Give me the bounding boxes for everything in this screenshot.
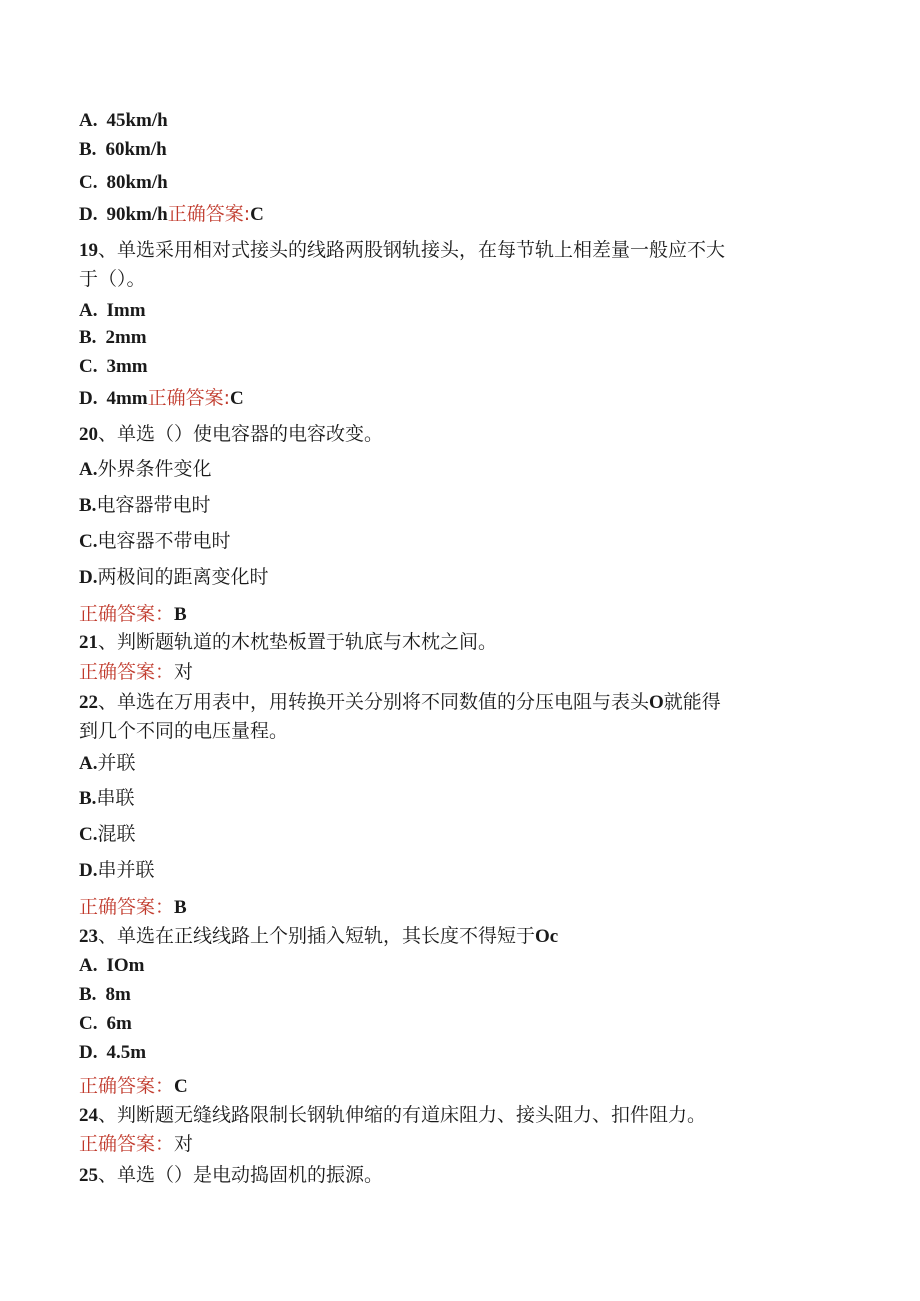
q18-option-d: D. 90km/h正确答案:C	[79, 203, 264, 225]
q20-option-d: D.两极间的距离变化时	[79, 566, 269, 588]
q21-stem: 21、判断题轨道的木枕垫板置于轨底与木枕之间。	[79, 631, 498, 653]
q22-option-c: C.混联	[79, 823, 136, 845]
q22-stem-line2: 到几个不同的电压量程。	[79, 720, 289, 742]
q20-stem: 20、单选（）使电容器的电容改变。	[79, 423, 384, 445]
q19-option-d: D. 4mm正确答案:C	[79, 387, 244, 409]
q23-option-c: C. 6m	[79, 1013, 132, 1034]
q24-stem: 24、判断题无缝线路限制长钢轨伸缩的有道床阻力、接头阻力、扣件阻力。	[79, 1104, 707, 1126]
q24-answer: 正确答案：对	[79, 1133, 194, 1155]
q23-stem: 23、单选在正线线路上个别插入短轨，其长度不得短于Oc	[79, 925, 559, 947]
q22-answer: 正确答案：B	[79, 896, 187, 918]
q18-option-b: B. 60km/h	[79, 139, 167, 160]
q22-option-d: D.串并联	[79, 859, 155, 881]
q20-option-c: C.电容器不带电时	[79, 530, 231, 552]
q22-option-b: B.串联	[79, 787, 135, 809]
q23-option-a: A. IOm	[79, 955, 145, 976]
q23-answer: 正确答案：C	[79, 1075, 188, 1097]
q23-option-d: D. 4.5m	[79, 1042, 147, 1063]
q18-option-c: C. 80km/h	[79, 172, 168, 193]
q22-stem-line1: 22、单选在万用表中，用转换开关分别将不同数值的分压电阻与表头O就能得	[79, 691, 721, 713]
q19-option-a: A. Imm	[79, 300, 146, 321]
answer-value: C	[230, 388, 244, 409]
q22-option-a: A.并联	[79, 752, 136, 774]
answer-value: C	[250, 204, 264, 225]
q18-option-a: A. 45km/h	[79, 110, 168, 131]
answer-label: 正确答案:	[147, 387, 231, 409]
q20-option-b: B.电容器带电时	[79, 494, 211, 516]
q23-option-b: B. 8m	[79, 984, 131, 1005]
q21-answer: 正确答案：对	[79, 661, 194, 683]
q25-stem: 25、单选（）是电动捣固机的振源。	[79, 1164, 384, 1186]
q19-stem-line1: 19、单选采用相对式接头的线路两股钢轨接头，在每节轨上相差量一般应不大	[79, 239, 726, 261]
q19-option-c: C. 3mm	[79, 356, 148, 377]
q20-option-a: A.外界条件变化	[79, 458, 212, 480]
q19-option-b: B. 2mm	[79, 327, 147, 348]
q20-answer: 正确答案：B	[79, 603, 187, 625]
answer-label: 正确答案:	[167, 203, 251, 225]
q19-stem-line2: 于（）。	[79, 268, 146, 290]
